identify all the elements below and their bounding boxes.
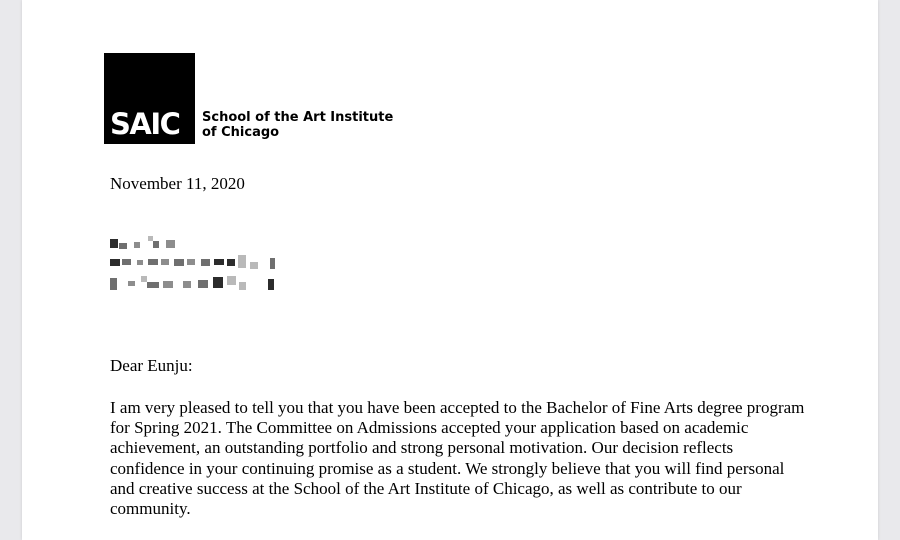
letter-body-paragraph: I am very pleased to tell you that you have been accepted to the Bachelor of Fine Arts degree program for Spring 2021. The Committee on Admissions accepted your application based on academic achievement, an outstanding portfolio and strong personal motivation. Our decision reflects confidence in your continuing promise as a student. We strongly believe that you will find personal and creative success at the School of the Art Institute of Chicago, as well as contribute to our community. xyxy=(110,398,805,519)
redacted-address-line xyxy=(110,254,280,274)
letter-page xyxy=(22,0,878,540)
redacted-address xyxy=(110,234,280,294)
letter-greeting: Dear Eunju: xyxy=(110,356,193,375)
redacted-address-line xyxy=(110,234,280,254)
saic-logo xyxy=(104,53,195,144)
logo-mark: SAIC xyxy=(110,107,180,141)
school-name-line1: School of the Art Institute xyxy=(202,110,394,125)
school-name-line2: of Chicago xyxy=(202,125,280,140)
letter-date: November 11, 2020 xyxy=(110,174,245,193)
redacted-address-line xyxy=(110,274,280,294)
school-name xyxy=(202,110,393,140)
